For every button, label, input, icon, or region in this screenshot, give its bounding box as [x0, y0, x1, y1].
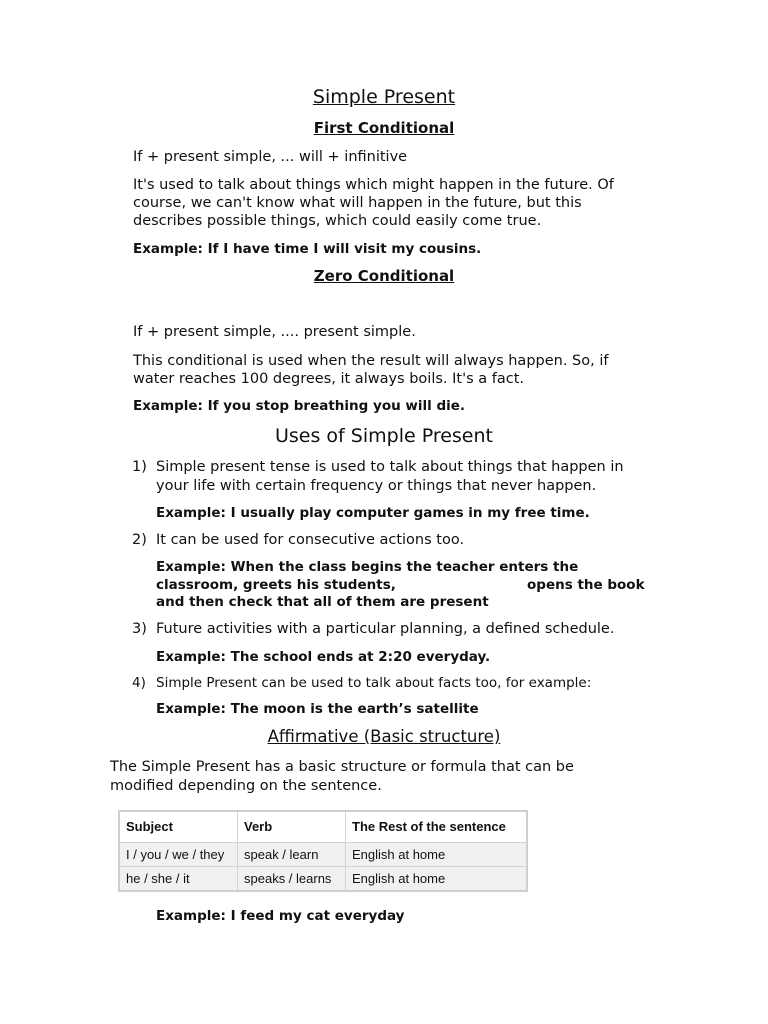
- zero-conditional-example: Example: If you stop breathing you will die.: [133, 398, 466, 414]
- table-header-row: [119, 811, 527, 843]
- first-conditional-line-2: course, we can't know what will happen in the future, but this: [133, 195, 582, 211]
- zero-conditional-formula: If + present simple, .... present simple.: [133, 324, 416, 340]
- first-conditional-formula: If + present simple, ... will + infinitive: [133, 149, 408, 165]
- table-cell: I / you / we / they: [119, 843, 238, 867]
- table-cell: English at home: [346, 843, 528, 867]
- list-number: 2): [132, 532, 147, 548]
- list-item-example: Example: I usually play computer games in my free time.: [156, 505, 590, 521]
- table-row: [119, 867, 527, 892]
- list-item-example: Example: When the class begins the teacher enters the: [156, 559, 579, 575]
- first-conditional-example: Example: If I have time I will visit my cousins.: [133, 241, 482, 257]
- list-item-line: Simple Present can be used to talk about facts too, for example:: [156, 675, 592, 691]
- list-item-example: Example: The moon is the earth’s satellite: [156, 701, 479, 717]
- table-cell: English at home: [346, 867, 528, 892]
- list-item-line: Simple present tense is used to talk about things that happen in: [156, 459, 624, 475]
- list-item-example: opens the book: [527, 577, 645, 593]
- list-item-example: Example: The school ends at 2:20 everyday.: [156, 649, 491, 665]
- list-number: 4): [132, 675, 146, 691]
- affirmative-line-2: modified depending on the sentence.: [110, 778, 382, 794]
- column-header-subject: Subject: [119, 811, 238, 843]
- table-cell: he / she / it: [119, 867, 238, 892]
- zero-conditional-line-1: This conditional is used when the result will always happen. So, if: [133, 353, 609, 369]
- table-row: [119, 843, 527, 867]
- first-conditional-line-3: describes possible things, which could easily come true.: [133, 213, 542, 229]
- list-item-line: your life with certain frequency or things that never happen.: [156, 478, 597, 494]
- affirmative-example: Example: I feed my cat everyday: [156, 908, 405, 924]
- column-header-verb: Verb: [238, 811, 346, 843]
- column-header-rest: The Rest of the sentence: [346, 811, 528, 843]
- list-item-example: and then check that all of them are present: [156, 594, 489, 610]
- page-title: Simple Present: [312, 86, 456, 108]
- table-cell: speak / learn: [238, 843, 346, 867]
- first-conditional-line-1: It's used to talk about things which might happen in the future. Of: [133, 177, 614, 193]
- list-item-line: It can be used for consecutive actions too.: [156, 532, 465, 548]
- list-number: 3): [132, 621, 147, 637]
- affirmative-line-1: The Simple Present has a basic structure or formula that can be: [110, 759, 574, 775]
- zero-conditional-line-2: water reaches 100 degrees, it always boils. It's a fact.: [133, 371, 524, 387]
- first-conditional-heading: First Conditional: [313, 119, 455, 137]
- uses-heading: Uses of Simple Present: [275, 425, 493, 447]
- affirmative-heading: Affirmative (Basic structure): [267, 727, 501, 746]
- list-item-line: Future activities with a particular planning, a defined schedule.: [156, 621, 615, 637]
- table-cell: speaks / learns: [238, 867, 346, 892]
- zero-conditional-heading: Zero Conditional: [313, 267, 455, 285]
- conjugation-table: [118, 810, 528, 892]
- list-number: 1): [132, 459, 147, 475]
- list-item-example: classroom, greets his students,: [156, 577, 396, 593]
